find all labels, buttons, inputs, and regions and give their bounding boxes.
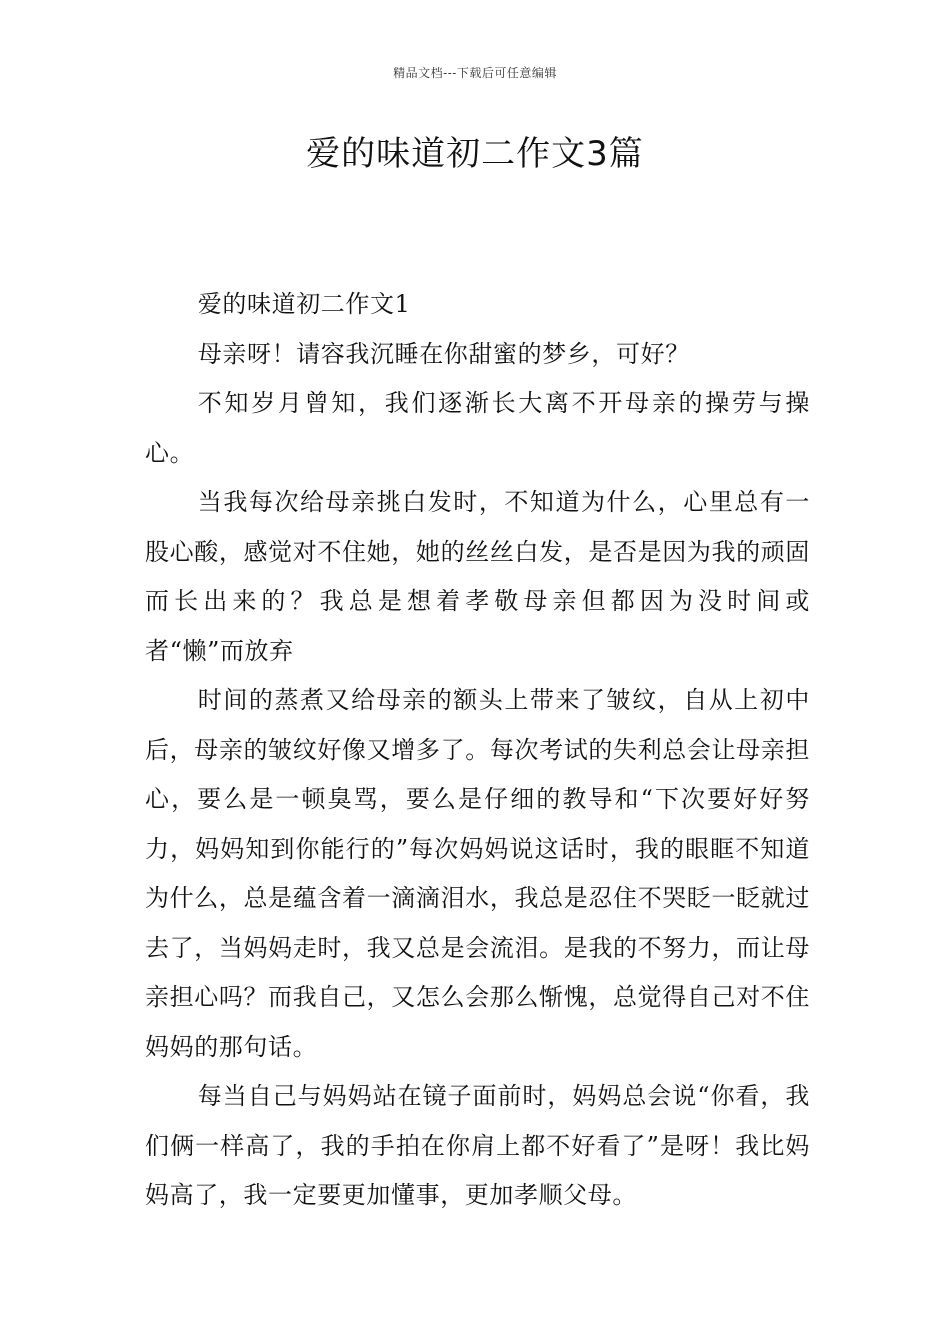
header-note: 精品文档---下载后可任意编辑 bbox=[393, 66, 557, 80]
paragraph: 时间的蒸煮又给母亲的额头上带来了皱纹，自从上初中后，母亲的皱纹好像又增多了。每次考试的失利总会让母亲担心，要么是一顿臭骂，要么是仔细的教导和“下次要好好努力，妈妈知到你能行的”每次妈妈说这话时，我的眼眶不知道为什么，总是蕴含着一滴滴泪水，我总是忍住不哭眨一眨就过去了，当妈妈走时，我又总是会流泪。是我的不努力，而让母亲担心吗？而我自己，又怎么会那么惭愧，总觉得自己对不住妈妈的那句话。 bbox=[145, 686, 810, 1061]
article-body bbox=[145, 280, 810, 1221]
paragraph: 不知岁月曾知，我们逐渐长大离不开母亲的操劳与操心。 bbox=[145, 389, 810, 467]
paragraph: 当我每次给母亲挑白发时，不知道为什么，心里总有一股心酸，感觉对不住她，她的丝丝白发，是否是因为我的顽固而长出来的？我总是想着孝敬母亲但都因为没时间或者“懒”而放弃 bbox=[145, 488, 810, 665]
paragraph: 母亲呀！请容我沉睡在你甜蜜的梦乡，可好？ bbox=[197, 339, 690, 368]
subheading-essay-1: 爱的味道初二作文1 bbox=[197, 290, 411, 318]
paragraph: 每当自己与妈妈站在镜子面前时，妈妈总会说“你看，我们俩一样高了，我的手拍在你肩上都不好看了”是呀！我比妈妈高了，我一定要更加懂事，更加孝顺父母。 bbox=[145, 1082, 810, 1209]
page-title: 爱的味道初二作文3篇 bbox=[306, 134, 644, 174]
